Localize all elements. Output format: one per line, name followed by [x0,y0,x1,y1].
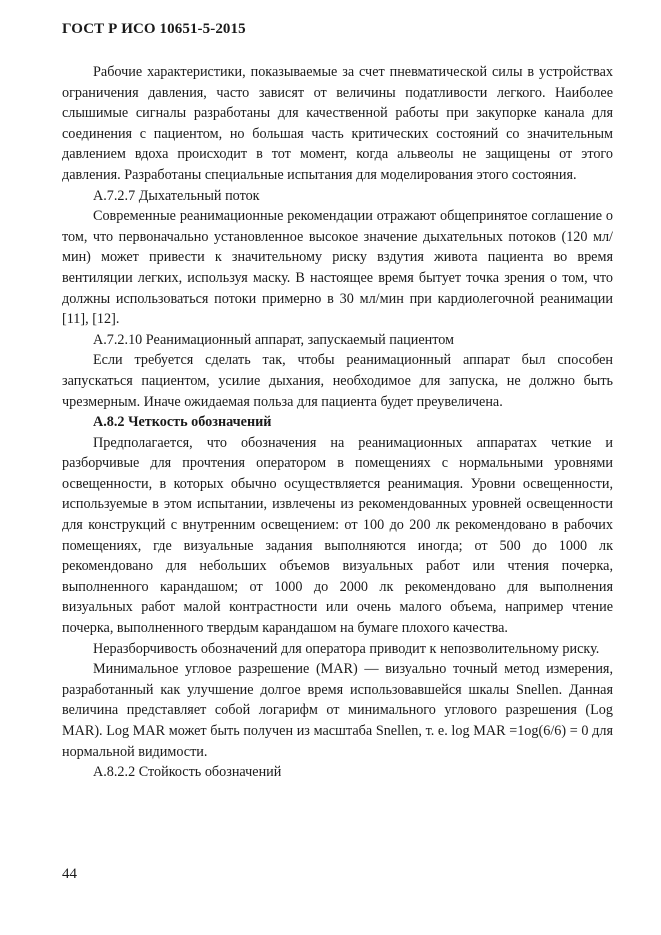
page-number: 44 [62,866,77,882]
body-paragraph: Минимальное угловое разрешение (MAR) — визуально точный метод измерения, разработанный как улучшение долгое время использовавшейся шкалы Snellen. Данная величина представляет собой логарифм от минимального углового разрешения (Log MAR). Log MAR может быть получен из масштаба Snellen, т. е. log MAR =1og(6/6) = 0 для нормальной видимости. [62,661,613,760]
page-body [62,62,613,783]
document-header: ГОСТ Р ИСО 10651-5-2015 [62,21,246,37]
section-heading: А.7.2.7 Дыхательный поток [93,187,260,204]
section-heading-bold: А.8.2 Четкость обозначений [93,414,272,431]
section-heading: А.7.2.10 Реанимационный аппарат, запускаемый пациентом [93,331,455,348]
section-heading: А.8.2.2 Стойкость обозначений [93,764,282,781]
body-paragraph: Современные реанимационные рекомендации отражают общепринятое соглашение о том, что первоначально установленное высокое значение дыхательных потоков (120 мл/мин) может привести к значительному риску вздутия живота пациента во время вентиляции легких, используя маску. В настоящее время бытует точка зрения о том, что должны использоваться потоки примерно в 30 мл/мин при кардиолегочной реанимации [11], [12]. [62,208,613,328]
body-paragraph: Предполагается, что обозначения на реанимационных аппаратах четкие и разборчивые для прочтения оператором в помещениях с нормальными уровнями освещенности, в которых обычно осуществляется реанимация. Уровни освещенности, используемые в этом испытании, извлечены из рекомендованных уровней освещенности для конструкций с внутренним освещением: от 100 до 200 лк рекомендовано в рабочих помещениях, где визуальные задания выполняются иногда; от 500 до 1000 лк рекомендовано для небольших объемов визуальных работ или чтения почерка, выполненного карандашом; от 1000 до 2000 лк рекомендовано для выполнения визуальных работ малой контрастности или очень малого объема, например чтение почерка, выполненного твердым карандашом на бумаге плохого качества. [62,434,613,637]
body-paragraph: Неразборчивость обозначений для оператора приводит к непозволительному риску. [93,640,600,657]
body-paragraph: Если требуется сделать так, чтобы реанимационный аппарат был способен запускаться пациентом, усилие дыхания, необходимое для запуска, не должно быть чрезмерным. Иначе ожидаемая польза для пациента будет преувеличена. [62,352,613,410]
body-paragraph: Рабочие характеристики, показываемые за счет пневматической силы в устройствах ограничения давления, часто зависят от величины податливости легкого. Наиболее слышимые сигналы разработаны для качественной работы при закупорке канала для соединения с пациентом, но большая часть критических состояний со значительным давлением вдоха происходит в тот момент, когда альвеолы не защищены от этого давления. Разработаны специальные испытания для моделирования этого состояния. [62,64,613,183]
